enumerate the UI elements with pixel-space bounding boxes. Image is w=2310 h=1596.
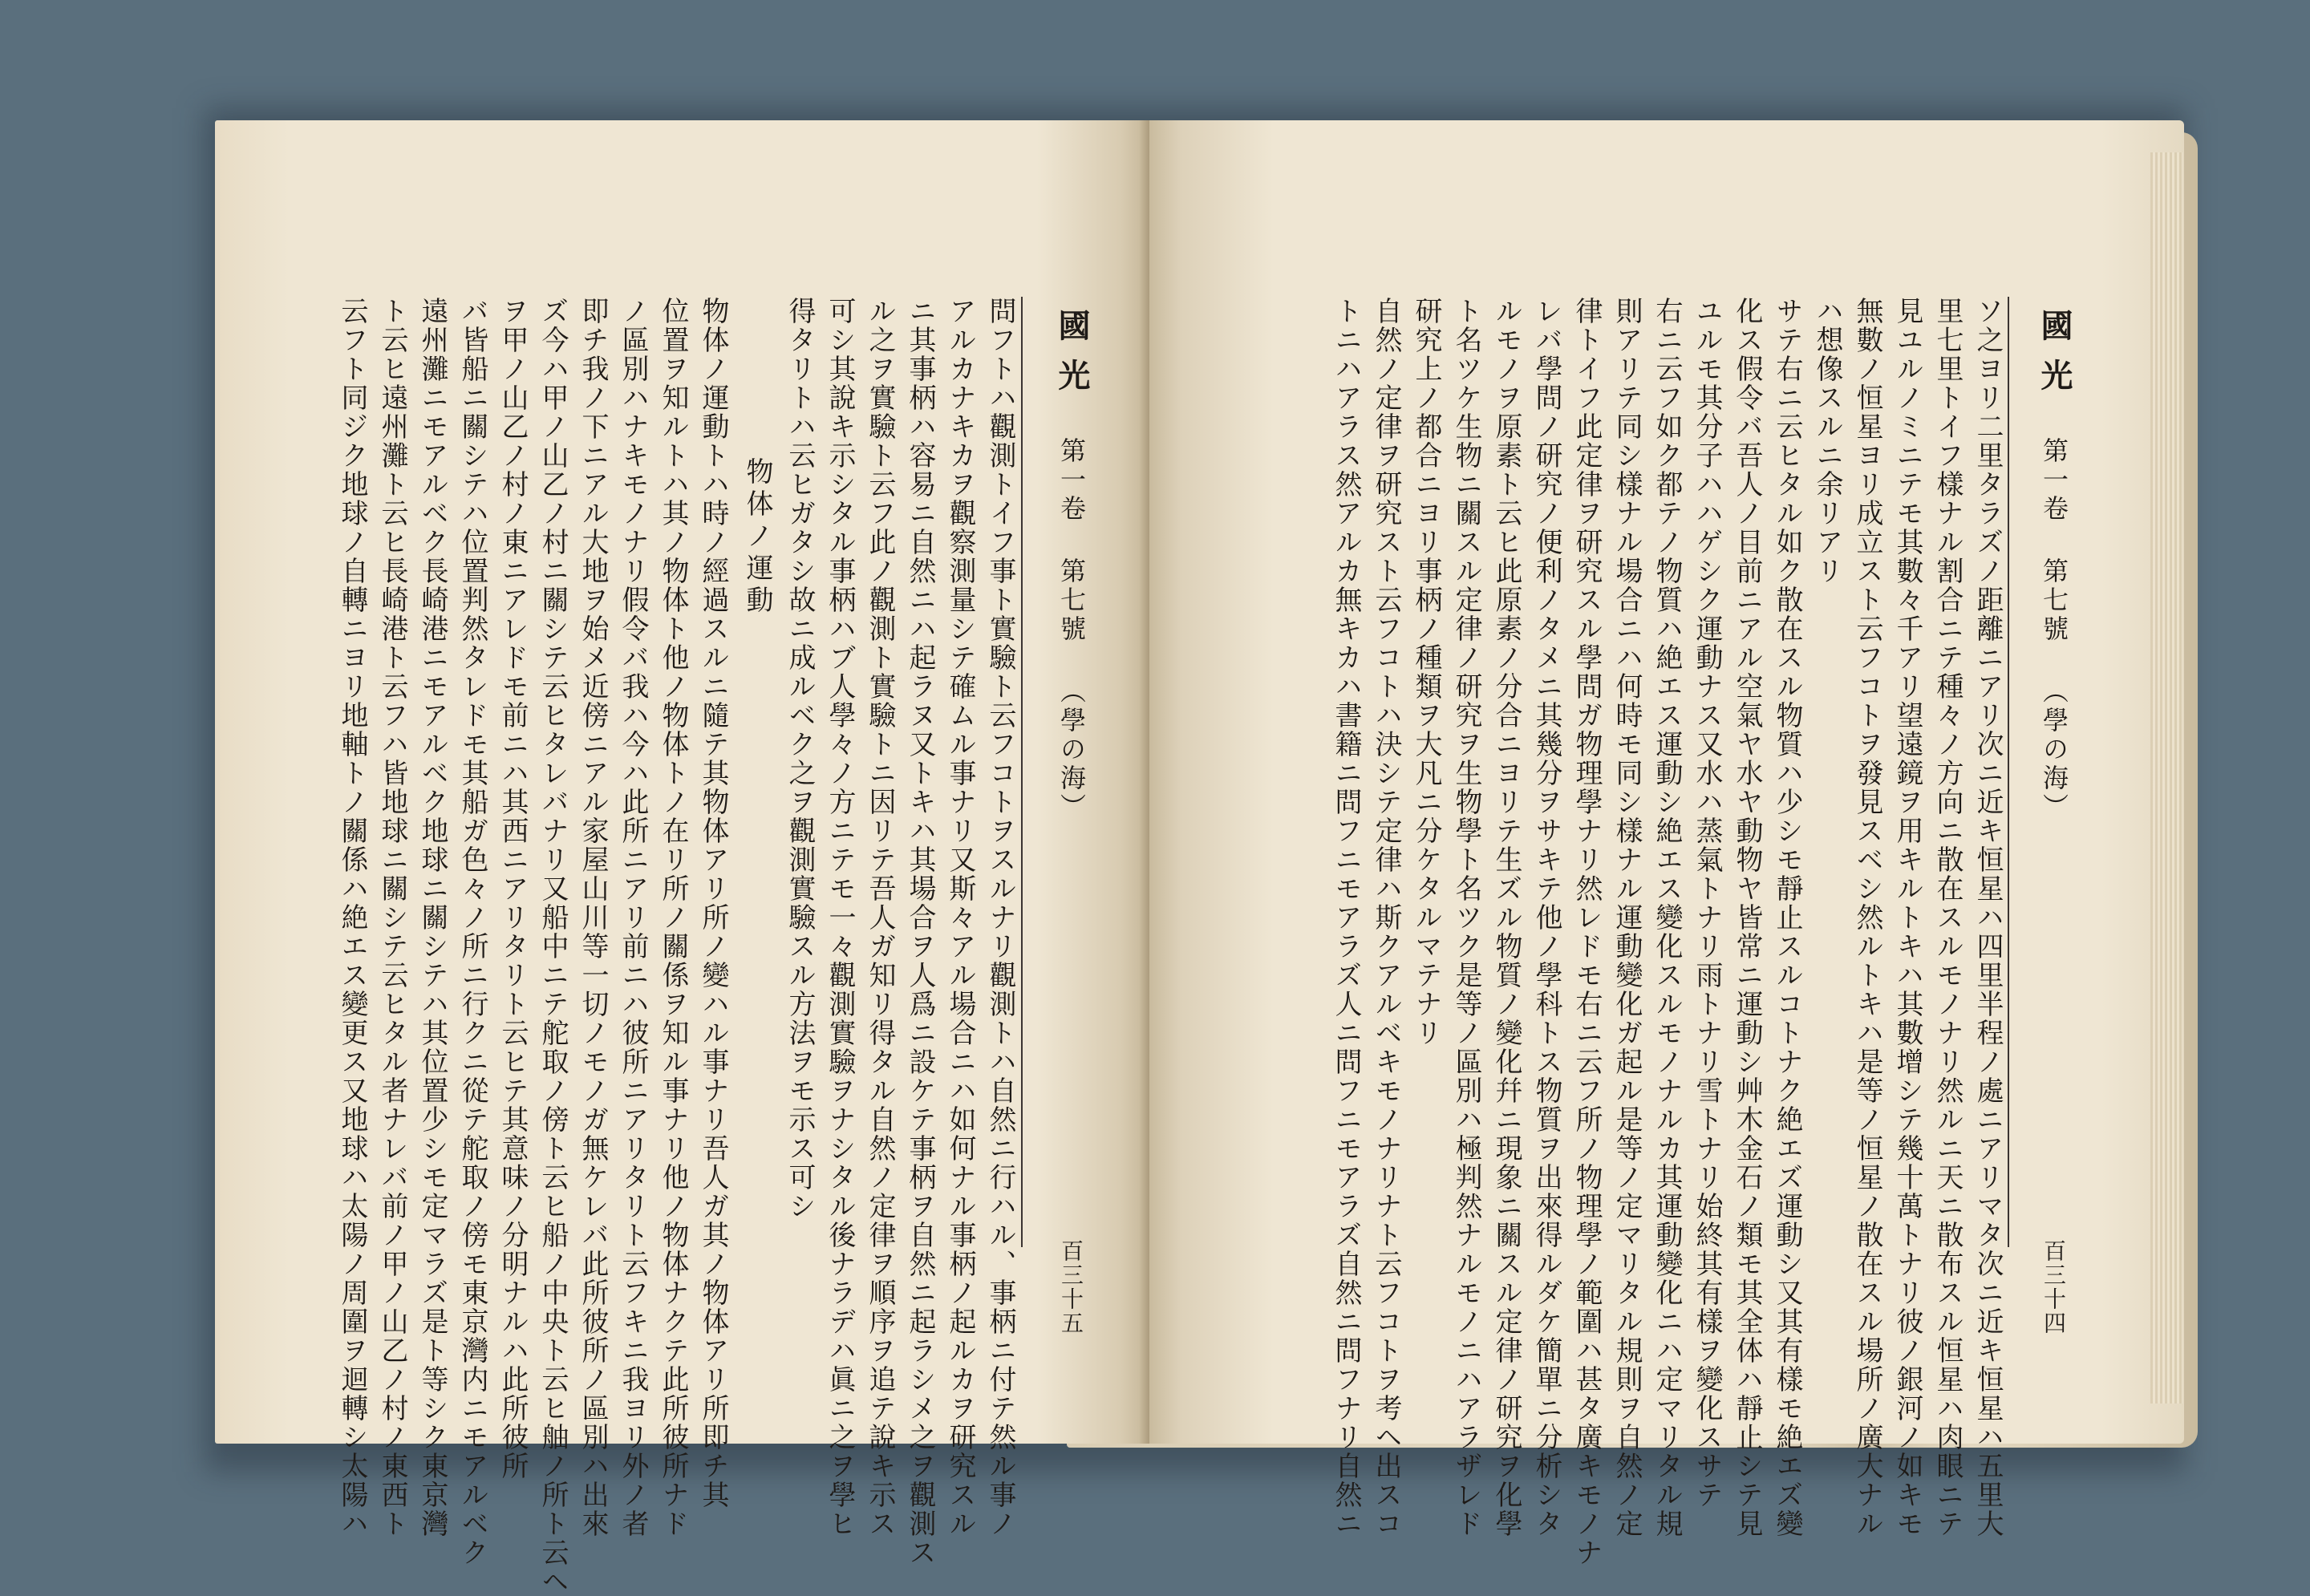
right-page-title: 國光 <box>2036 309 2073 408</box>
text-column: 則アリテ同シ樣ナル場合ニハ何時モ同シ樣ナル運動變化ガ起ル是等ノ定マリタル規則ヲ自然ノ定 <box>1611 297 1643 1538</box>
text-column: サテ右ニ云ヒタル如ク散在スル物質ハ少シモ靜止スルコトナク絶エズ運動シ又其有樣モ絶エズ變 <box>1771 297 1803 1538</box>
text-column: ハ想像スルニ余リアリ <box>1811 297 1843 585</box>
text-column: ユルモ其分子ハハゲシク運動ナス又水ハ蒸氣トナリ雨トナリ雪トナリ始終其有樣ヲ變化スサテ <box>1691 297 1723 1509</box>
text-column: ト名ツケ生物ニ關スル定律ノ研究ヲ生物學ト名ツク是等ノ區別ハ極判然ナルモノニハアラザレド <box>1450 297 1482 1538</box>
text-column: 研究上ノ都合ニヨリ事柄ノ種類ヲ大凡ニ分ケタルマテナリ <box>1410 297 1442 1047</box>
text-column: バ皆船ニ關シテハ位置判然タレドモ其船ガ色々ノ所ニ行クニ從テ舵取ノ傍モ東京灣内ニモアルベク <box>456 297 488 1567</box>
right-page-volume: 第一卷 第七號 （學の海） <box>2039 437 2069 822</box>
text-column: 問フトハ觀測トイフ事ト實驗ト云フコトヲスルナリ觀測トハ自然ニ行ハル、事柄ニ付テ然ル事ノ <box>984 297 1016 1538</box>
text-column: ニ其事柄ハ容易ニ自然ニハ起ラヌ又トキハ其場合ヲ人爲ニ設ケテ事柄ヲ自然ニ起ラシメ之ヲ觀測ス <box>904 297 936 1567</box>
text-column: ルモノヲ原素ト云ヒ此原素ノ分合ニヨリテ生ズル物質ノ變化幷ニ現象ニ關スル定律ノ研究ヲ化學 <box>1490 297 1522 1538</box>
left-page <box>215 120 1149 1596</box>
right-page <box>1149 120 2184 1567</box>
text-column: ソ之ヨリ二里タラズノ距離ニアリ次ニ近キ恒星ハ四里半程ノ處ニアリマタ次ニ近キ恒星ハ五里大 <box>1972 297 2004 1538</box>
text-column: 遠州灘ニモアルベク長崎港ニモアルベク地球ニ關シテハ其位置少シモ定マラズ是ト等シク東京灣 <box>416 297 448 1538</box>
text-column: レバ學問ノ研究ノ便利ノタメニ其幾分ヲサキテ他ノ學科トス物質ヲ出來得ルダケ簡單ニ分析シタ <box>1530 297 1562 1538</box>
text-column: ズ今ハ甲ノ山乙ノ村ニ關シテ云ヒタレバナリ又船中ニテ舵取ノ傍ト云ヒ船ノ中央ト云ヒ舳ノ所ト云ヘ <box>537 297 569 1596</box>
left-page-number: 百三十五 <box>1058 1239 1084 1335</box>
text-column: 物体ノ運動トハ時ノ經過スルニ隨テ其物体アリ所ノ變ハル事ナリ吾人ガ其ノ物体アリ所即チ其 <box>697 297 729 1509</box>
left-header-rule <box>1021 297 1023 1247</box>
text-column: ト云ヒ遠州灘ト云ヒ長崎港ト云フハ皆地球ニ關シテ云ヒタル者ナレバ前ノ甲ノ山乙ノ村ノ東西ト <box>376 297 408 1538</box>
left-page-volume: 第一卷 第七號 （學の海） <box>1056 437 1087 822</box>
left-page-title: 國光 <box>1053 309 1091 408</box>
text-column: 無數ノ恒星ヨリ成立スト云フコトヲ發見スベシ然ルトキハ是等ノ恒星ノ散在スル場所ノ廣大ナル <box>1851 297 1883 1538</box>
text-column: トニハアラス然アルカ無キカハ書籍ニ問フニモアラズ人ニ問フニモアラズ自然ニ問フナリ自然ニ <box>1330 297 1362 1538</box>
text-column: 律トイフ此定律ヲ研究スル學問ガ物理學ナリ然レドモ右ニ云フ所ノ物理學ノ範圍ハ甚タ廣キモノナ <box>1570 297 1603 1567</box>
page-edges <box>2150 152 2182 1404</box>
text-column: 得タリトハ云ヒガタシ故ニ成ルベク之ヲ觀測實驗スル方法ヲモ示ス可シ <box>784 297 816 1221</box>
text-column: ル之ヲ實驗ト云フ此ノ觀測ト實驗トニ因リテ吾人ガ知リ得タル自然ノ定律ヲ順序ヲ追テ說キ示ス <box>864 297 896 1538</box>
text-column: 右ニ云フ如ク都テノ物質ハ絶エス運動シ絶エス變化スルモノナルカ其運動變化ニハ定マリタル規 <box>1651 297 1683 1538</box>
text-column: 里七里トイフ樣ナル割合ニテ種々ノ方向ニ散在スルモノナリ然ルニ天ニ散布スル恒星ハ肉眼ニテ <box>1931 297 1964 1538</box>
text-column: ノ區別ハナキモノナリ假令バ我ハ今ハ此所ニアリ前ニハ彼所ニアリタリト云フキニ我ヨリ外ノ者 <box>617 297 649 1538</box>
text-column: アルカナキカヲ觀察測量シテ確ムル事ナリ又斯々アル場合ニハ如何ナル事柄ノ起ルカヲ研究スル <box>944 297 976 1538</box>
text-column: 化ス假令バ吾人ノ目前ニアル空氣ヤ水ヤ動物ヤ皆常ニ運動シ艸木金石ノ類モ其全体ハ靜止シテ見 <box>1731 297 1763 1538</box>
text-column: 位置ヲ知ルトハ其ノ物体ト他ノ物体トノ在リ所ノ關係ヲ知ル事ナリ他ノ物体ナクテ此所彼所ナド <box>657 297 689 1538</box>
text-column: ヲ甲ノ山乙ノ村ノ東ニアレドモ前ニハ其西ニアリタリト云ヒテ其意味ノ分明ナルハ此所彼所 <box>496 297 529 1481</box>
right-header-rule <box>2008 297 2009 1247</box>
text-column: 自然ノ定律ヲ研究スト云フコトハ決シテ定律ハ斯クアルベキモノナリナト云フコトヲ考ヘ出スコ <box>1370 297 1402 1538</box>
text-column: 可シ其說キ示シタル事柄ハブ人學々ノ方ニテモ一々觀測實驗ヲナシタル後ナラデハ眞ニ之ヲ學ヒ <box>824 297 856 1538</box>
text-column: 云フト同ジク地球ノ自轉ニヨリ地軸トノ關係ハ絶エス變更ス又地球ハ太陽ノ周圍ヲ迴轉シ太陽ハ <box>336 297 368 1538</box>
right-page-number: 百三十四 <box>2040 1239 2067 1335</box>
text-column: 見ユルノミニテモ其數々千アリ望遠鏡ヲ用キルトキハ其數增シテ幾十萬トナリ彼ノ銀河ノ如キモ <box>1891 297 1923 1538</box>
text-column: 即チ我ノ下ニアル大地ヲ始メ近傍ニアル家屋山川等一切ノモノガ無ケレバ此所彼所ノ區別ハ出來 <box>577 297 609 1538</box>
section-title: 物体ノ運動 <box>741 457 773 618</box>
